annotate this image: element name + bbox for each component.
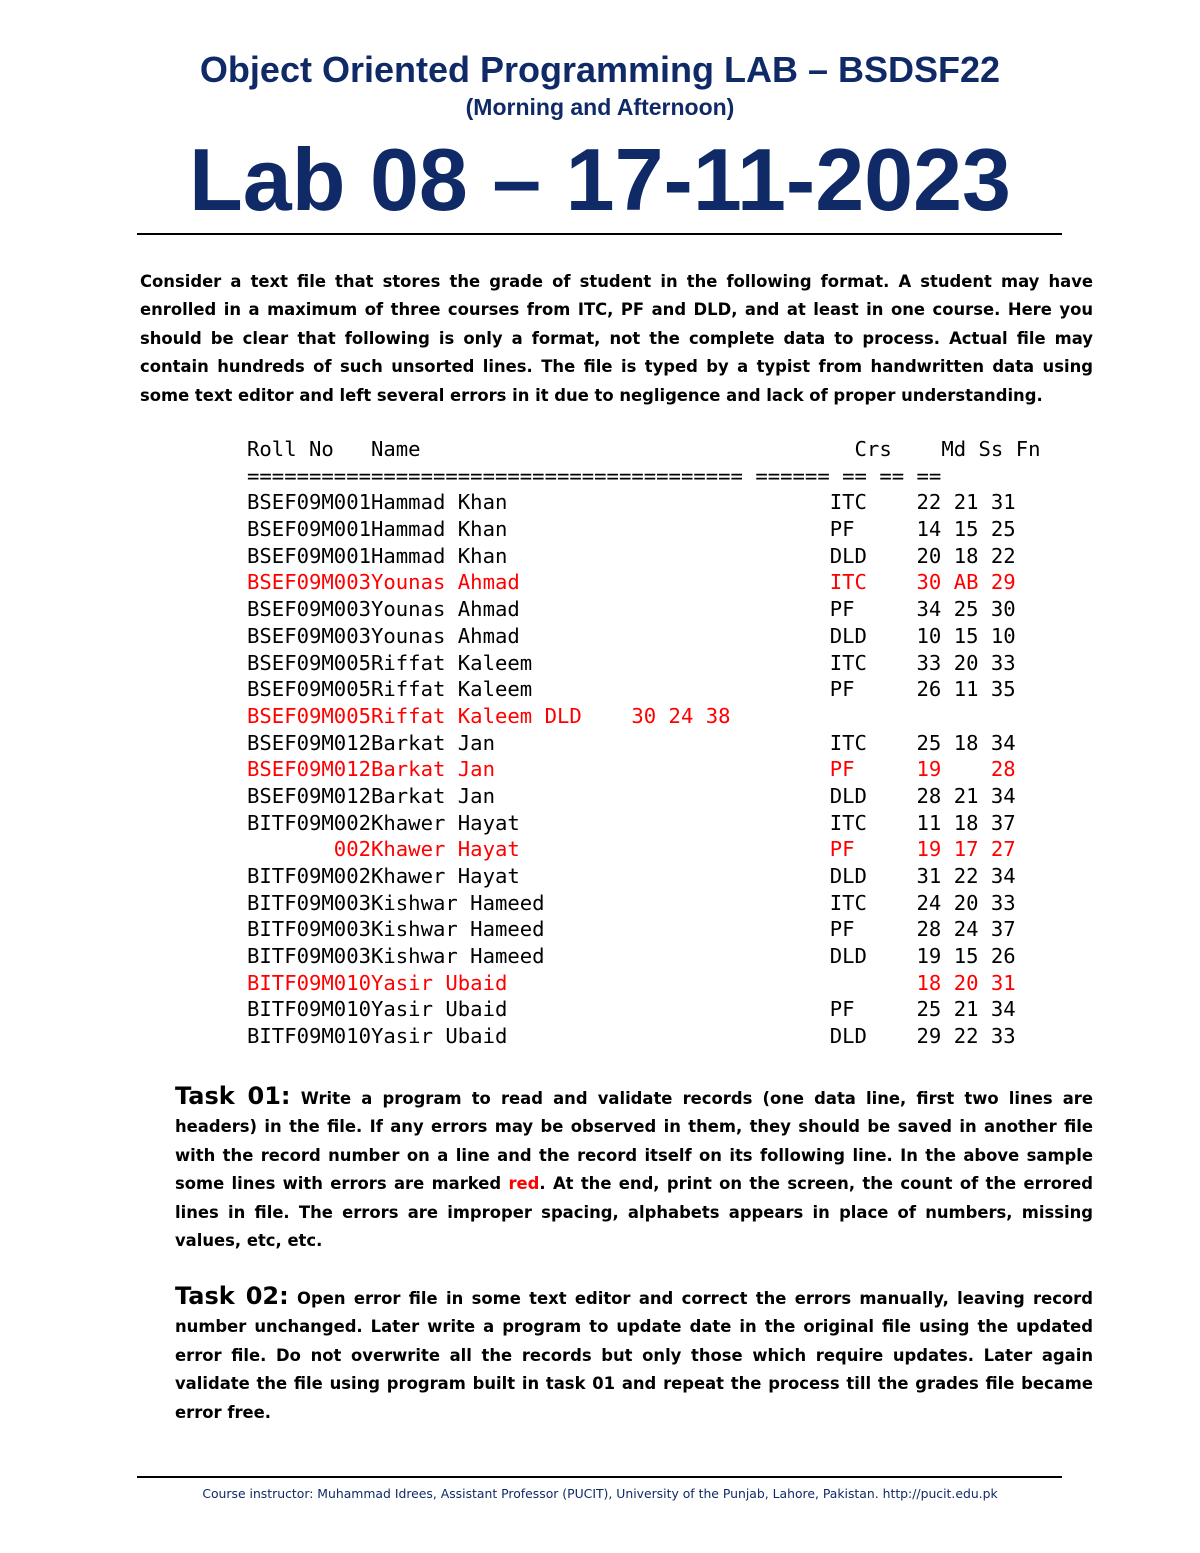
task-01-label: Task 01: bbox=[175, 1082, 291, 1110]
record-line: BSEF09M005Riffat Kaleem PF 26 11 35 bbox=[247, 677, 1016, 702]
task-01-text-end: . At the end, print on the screen, the count of the errored lines in file. The errors are improper spacing, alphabets appears in place of numbers, missing values, etc, etc. bbox=[175, 1174, 1093, 1251]
record-line: BSEF09M012Barkat Jan DLD 28 21 34 bbox=[247, 783, 1016, 808]
footer-divider bbox=[137, 1476, 1062, 1478]
footer-credit: Course instructor: Muhammad Idrees, Assistant Professor (PUCIT), University of the Punjab, Lahore, Pakistan. http://pucit.edu.pk bbox=[202, 1486, 998, 1501]
record-line: BITF09M003Kishwar Hameed ITC 24 20 33 bbox=[247, 890, 1016, 915]
task-02-text: Open error file in some text editor and correct the errors manually, leaving record number unchanged. Later write a program to update date in the original file using the updated error file. Do not overwrite all the records but only those which require updates. Later again validate the file using program built in task 01 and repeat the process till the grades file became error free. bbox=[175, 1289, 1093, 1422]
record-line: BSEF09M005Riffat Kaleem DLD 30 24 38 bbox=[247, 703, 731, 728]
records-header-line: Roll No Name Crs Md Ss Fn bbox=[247, 437, 1041, 461]
task-01-red-word: red bbox=[508, 1174, 540, 1194]
records-header-line: ======================================== ====== == == == bbox=[247, 463, 942, 488]
session-subtitle: (Morning and Afternoon) bbox=[465, 94, 735, 120]
record-line: BSEF09M012Barkat Jan PF 19 28 bbox=[247, 757, 1016, 782]
course-title: Object Oriented Programming LAB – BSDSF22 bbox=[199, 49, 1001, 90]
task-02-label: Task 02: bbox=[175, 1282, 289, 1310]
lab-title: Lab 08 – 17-11-2023 bbox=[189, 130, 1011, 229]
task-02 bbox=[175, 1282, 1093, 1427]
record-line: BSEF09M003Younas Ahmad PF 34 25 30 bbox=[247, 597, 1016, 622]
record-line: 002Khawer Hayat PF 19 17 27 bbox=[247, 837, 1016, 862]
record-line: BITF09M003Kishwar Hameed PF 28 24 37 bbox=[247, 917, 1016, 942]
record-line: BSEF09M001Hammad Khan PF 14 15 25 bbox=[247, 517, 1016, 542]
task-01 bbox=[175, 1082, 1093, 1255]
record-line: BITF09M002Khawer Hayat DLD 31 22 34 bbox=[247, 864, 1016, 888]
record-line: BSEF09M003Younas Ahmad DLD 10 15 10 bbox=[247, 623, 1016, 648]
record-line: BITF09M002Khawer Hayat ITC 11 18 37 bbox=[247, 810, 1016, 835]
record-line: BITF09M010Yasir Ubaid 18 20 31 bbox=[247, 970, 1016, 995]
task-01-text: Write a program to read and validate records (one data line, first two lines are headers) in the file. If any errors may be observed in them, they should be saved in another file with the record number on a line and the record itself on its following line. In the above sample some lines with errors are marked bbox=[175, 1089, 1093, 1194]
record-line: BSEF09M012Barkat Jan ITC 25 18 34 bbox=[247, 730, 1016, 755]
record-line: BITF09M003Kishwar Hameed DLD 19 15 26 bbox=[247, 944, 1016, 969]
record-line: BSEF09M001Hammad Khan DLD 20 18 22 bbox=[247, 543, 1016, 568]
record-line: BITF09M010Yasir Ubaid DLD 29 22 33 bbox=[247, 1024, 1016, 1049]
record-line: BSEF09M005Riffat Kaleem ITC 33 20 33 bbox=[247, 650, 1016, 675]
records-listing bbox=[247, 436, 1067, 1050]
record-line: BITF09M010Yasir Ubaid PF 25 21 34 bbox=[247, 997, 1016, 1022]
record-line: BSEF09M001Hammad Khan ITC 22 21 31 bbox=[247, 490, 1016, 515]
header-divider bbox=[137, 233, 1062, 235]
record-line: BSEF09M003Younas Ahmad ITC 30 AB 29 bbox=[247, 570, 1016, 595]
intro-paragraph: Consider a text file that stores the grade of student in the following format. A student may have enrolled in a maximum of three courses from ITC, PF and DLD, and at least in one course. Here you should be clear that following is only a format, not the complete data to process. Actual file may contain hundreds of such unsorted lines. The file is typed by a typist from handwritten data using some text editor and left several errors in it due to negligence and lack of proper understanding. bbox=[140, 272, 1093, 405]
